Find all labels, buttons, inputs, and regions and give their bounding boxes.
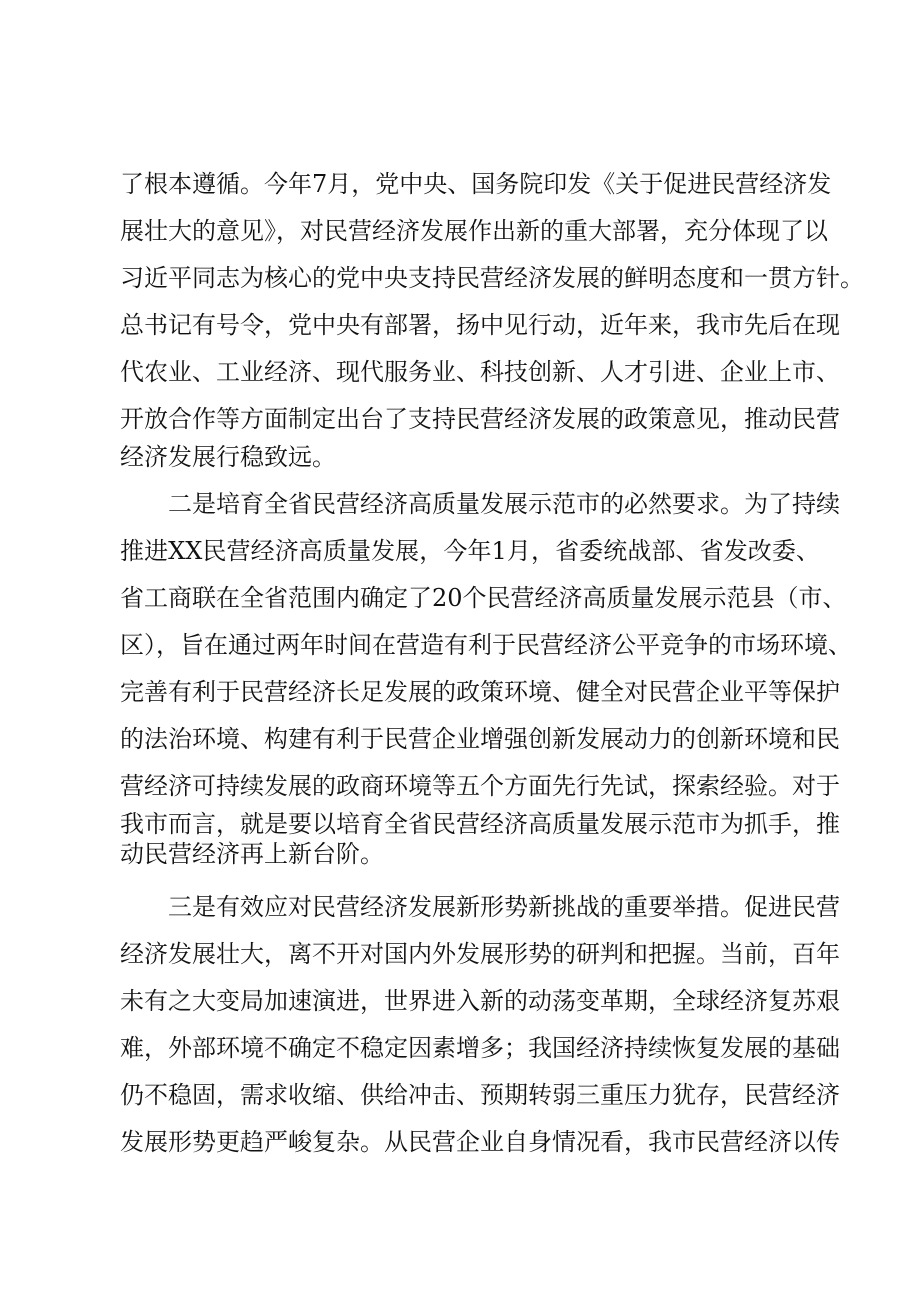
paragraph-line: 的法治环境、构建有利于民营企业增强创新发展动力的创新环境和民 [120,725,840,753]
paragraph-line: 仍不稳固，需求收缩、供给冲击、预期转弱三重压力犹存，民营经济 [120,1081,840,1109]
paragraph-line: 开放合作等方面制定出台了支持民营经济发展的政策意见，推动民营 [120,405,840,433]
paragraph-line: 我市而言，就是要以培育全省民营经济高质量发展示范市为抓手，推 [120,810,840,838]
paragraph-line: 完善有利于民营经济长足发展的政策环境、健全对民营企业平等保护 [120,678,840,706]
paragraph-line: 省工商联在全省范围内确定了20个民营经济高质量发展示范县（市、 [120,584,847,612]
paragraph-line: 推进XX民营经济高质量发展，今年1月，省委统战部、省发改委、 [120,537,820,565]
paragraph-line: 习近平同志为核心的党中央支持民营经济发展的鲜明态度和一贯方针。 [120,264,864,292]
paragraph-line: 未有之大变局加速演进，世界进入新的动荡变革期，全球经济复苏艰 [120,987,840,1015]
paragraph-line: 代农业、工业经济、现代服务业、科技创新、人才引进、企业上市、 [120,358,840,386]
paragraph-line: 动民营经济再上新台阶。 [120,840,384,868]
paragraph-line: 三是有效应对民营经济发展新形势新挑战的重要举措。促进民营 [168,893,840,921]
paragraph-line: 总书记有号令，党中央有部署，扬中见行动，近年来，我市先后在现 [120,311,840,339]
paragraph-line: 营经济可持续发展的政商环境等五个方面先行先试，探索经验。对于 [120,772,840,800]
paragraph-line: 难，外部环境不确定不稳定因素增多；我国经济持续恢复发展的基础 [120,1034,840,1062]
paragraph-line: 发展形势更趋严峻复杂。从民营企业自身情况看，我市民营经济以传 [120,1128,840,1156]
paragraph-line: 区），旨在通过两年时间在营造有利于民营经济公平竞争的市场环境、 [120,631,852,659]
paragraph-line: 展壮大的意见》，对民营经济发展作出新的重大部署，充分体现了以 [120,217,828,245]
paragraph-line: 经济发展壮大，离不开对国内外发展形势的研判和把握。当前，百年 [120,940,840,968]
paragraph-line: 了根本遵循。今年7月，党中央、国务院印发《关于促进民营经济发 [120,170,832,198]
paragraph-line: 二是培育全省民营经济高质量发展示范市的必然要求。为了持续 [168,490,840,518]
paragraph-line: 经济发展行稳致远。 [120,443,336,471]
